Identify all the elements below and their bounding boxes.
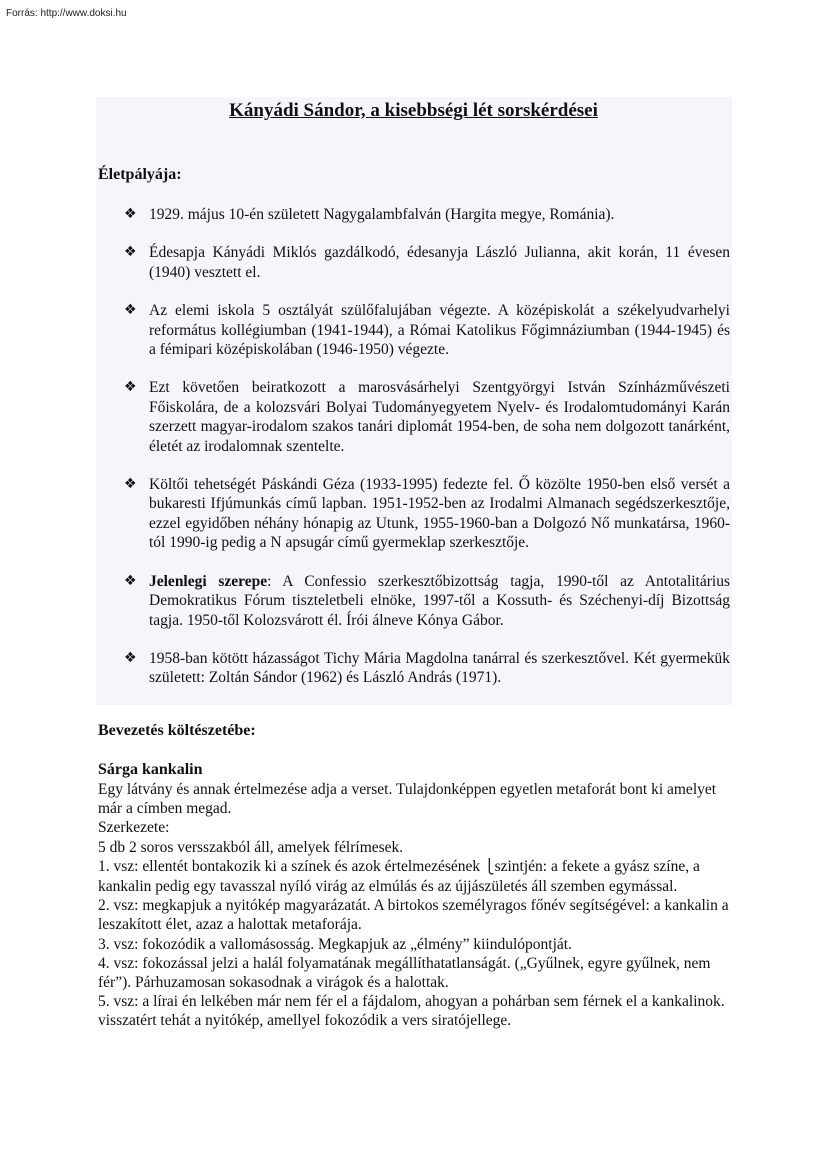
list-item (98, 301, 730, 359)
paragraph: 2. vsz: megkapjuk a nyitókép magyarázatát. A birtokos személyragos főnév segítségével: a kankalin a leszakított élet, azaz a halottak metaforája. (98, 897, 729, 934)
list-item-text: : A Confessio szerkesztőbizottság tagja, 1990-től az Antotalitárius Demokratikus Fórum tiszteletbeli elnöke, 1997-től a Kossuth- és Széchenyi-díj Bizottság tagja. 1950-től Kolozsvárott él. Írói álneve Kónya Gábor. (149, 572, 730, 629)
list-item-text: Ezt követően beiratkozott a marosvásárhelyi Szentgyörgyi István Színházművészeti Főiskolára, de a kolozsvári Bolyai Tudományegyetem Nyelv- és Irodalomtudományi Karán szerzett magyar-irodalom szakos tanári diplomát 1954-ben, de soha nem dolgozott tanárként, életét az irodalomnak szentelte. (149, 379, 730, 455)
list-item-text: 1929. május 10-én született Nagygalambfalván (Hargita megye, Románia). (149, 206, 615, 223)
diamond-bullet-icon: ❖ (124, 302, 137, 319)
diamond-bullet-icon: ❖ (124, 379, 137, 396)
paragraph: Egy látvány és annak értelmezése adja a verset. Tulajdonképpen egyetlen metaforát bont ki amelyet már a címben megad. (98, 781, 717, 818)
bracket-mark-icon: ⎩ (484, 858, 495, 875)
diamond-bullet-icon: ❖ (124, 572, 137, 589)
paragraph-text-continued: szintjén: a fekete a gyász színe, a kankalin pedig egy tavasszal nyíló virág az elmúlás és az újjászületés áll szemben egymással. (98, 857, 700, 896)
source-url: Forrás: http://www.doksi.hu (6, 8, 127, 19)
poem-analysis (98, 780, 738, 1031)
paragraph-text: 1. vsz: ellentét bontakozik ki a színek és azok értelmezésének (98, 857, 485, 875)
list-item (98, 475, 730, 553)
section-heading-intro: Bevezetés költészetébe: (98, 722, 256, 739)
list-item-text: Édesapja Kányádi Miklós gazdálkodó, édesanyja László Julianna, akit korán, 11 évesen (1940) vesztett el. (149, 244, 730, 281)
page-title: Kányádi Sándor, a kisebbségi lét sorskérdései (229, 100, 598, 121)
diamond-bullet-icon: ❖ (124, 649, 137, 666)
diamond-bullet-icon: ❖ (124, 476, 137, 493)
list-item-lead: Jelenlegi szerepe (149, 572, 268, 590)
list-item (98, 572, 730, 630)
list-item (98, 649, 730, 688)
section-heading-life: Életpályája: (98, 166, 182, 183)
life-list (98, 205, 730, 688)
paragraph: 5. vsz: a lírai én lelkében már nem fér el a fájdalom, ahogyan a pohárban sem férnek el a kankalinok. visszatért tehát a nyitókép, amellyel fokozódik a vers siratójellege. (98, 993, 725, 1030)
diamond-bullet-icon: ❖ (124, 206, 137, 222)
paragraph: 4. vsz: fokozással jelzi a halál folyamatának megállíthatatlanságát. („Gyűlnek, egyre gyűlnek, nem fér”). Párhuzamosan sokasodnak a virágok és a halottak. (98, 954, 711, 992)
list-item (98, 205, 730, 224)
paragraph: 3. vsz: fokozódik a vallomásosság. Megkapjuk az „élmény” kiindulópontját. (98, 935, 572, 953)
paragraph: Szerkezete: (98, 819, 170, 837)
paragraph (98, 857, 738, 896)
list-item-text: 1958-ban kötött házasságot Tichy Mária Magdolna tanárral és szerkesztővel. Két gyermekük született: Zoltán Sándor (1962) és László András (1971). (149, 649, 730, 687)
diamond-bullet-icon: ❖ (124, 244, 137, 261)
list-item-text: Az elemi iskola 5 osztályát szülőfalujában végezte. A középiskolát a székelyudvarhelyi református kollégiumban (1941-1944), a Római Katolikus Főgimnáziumban (1944-1945) és a fémipari középiskolában (1946-1950) végezte. (149, 302, 730, 359)
paragraph: 5 db 2 soros versszakból áll, amelyek félrímesek. (98, 838, 404, 856)
list-item (98, 243, 730, 282)
list-item-text: Költői tehetségét Páskándi Géza (1933-1995) fedezte fel. Ő közölte 1950-ben első versét a bukaresti Ifjúmunkás című lapban. 1951-1952-ben az Irodalmi Almanach segédszerkesztője, ezzel egyidőben néhány hónapig az Utunk, 1955-1960-ban a Dolgozó Nő munkatársa, 1960-tól 1990-ig pedig a N apsugár című gyermeklap szerkesztője. (149, 476, 730, 552)
list-item (98, 378, 730, 456)
poem-title: Sárga kankalin (98, 761, 203, 778)
